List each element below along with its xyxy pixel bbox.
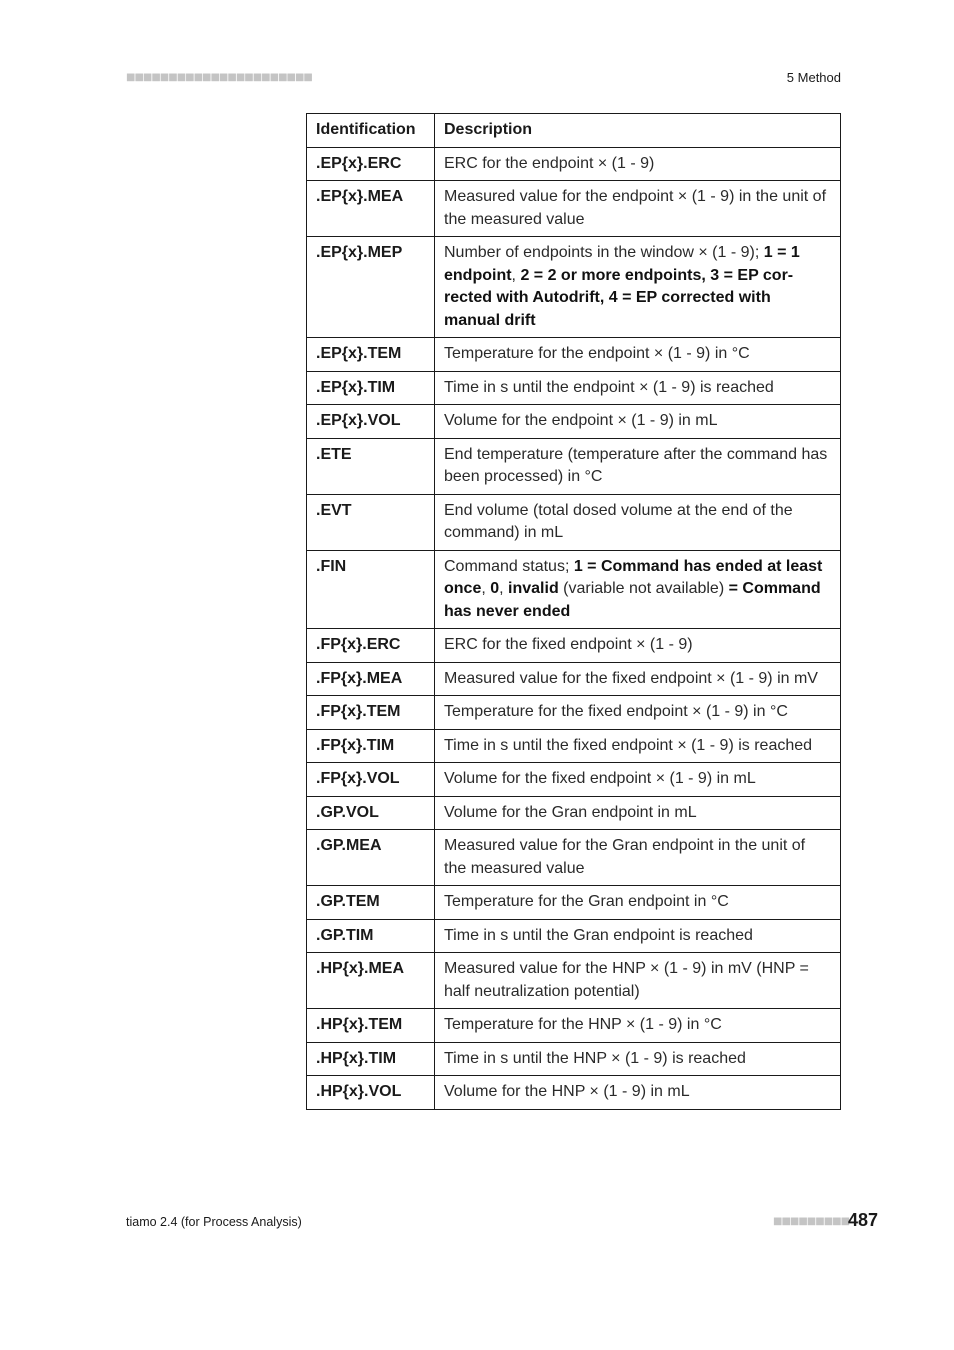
table-row bbox=[307, 338, 841, 372]
table-row bbox=[307, 237, 841, 338]
column-header-identification: Identification bbox=[307, 114, 435, 148]
table-row bbox=[307, 438, 841, 494]
identification-cell: .HP{x}.TIM bbox=[307, 1042, 435, 1076]
identification-cell: .HP{x}.TEM bbox=[307, 1009, 435, 1043]
description-text: Measured value for the endpoint × (1 - 9) in the unit of the measured value bbox=[444, 188, 827, 228]
section-title: 5 Method bbox=[786, 70, 841, 85]
description-text: , bbox=[499, 580, 509, 597]
table-row bbox=[307, 830, 841, 886]
table-row bbox=[307, 662, 841, 696]
description-text: Time in s until the Gran endpoint is reached bbox=[444, 926, 753, 944]
footer-decoration: ■■■■■■■■■ bbox=[773, 1216, 850, 1227]
identification-cell: .GP.VOL bbox=[307, 796, 435, 830]
description-text: Temperature for the HNP × (1 - 9) in °C bbox=[444, 1016, 722, 1033]
description-text: Time in s until the fixed endpoint × (1 - 9) is reached bbox=[444, 736, 813, 754]
description-cell bbox=[435, 796, 841, 830]
description-emphasis: 1 = Command has ended at least once bbox=[444, 557, 823, 597]
description-cell bbox=[435, 919, 841, 953]
table-row bbox=[307, 147, 841, 181]
identification-cell: .FP{x}.VOL bbox=[307, 763, 435, 797]
description-cell bbox=[435, 696, 841, 730]
description-text: Temperature for the endpoint × (1 - 9) in °C bbox=[444, 345, 750, 362]
description-text: Volume for the endpoint × (1 - 9) in mL bbox=[444, 412, 718, 429]
table-row bbox=[307, 953, 841, 1009]
description-cell bbox=[435, 405, 841, 439]
description-text: , bbox=[481, 580, 491, 597]
description-cell bbox=[435, 147, 841, 181]
description-cell bbox=[435, 494, 841, 550]
identification-cell: .ETE bbox=[307, 438, 435, 494]
header-decoration: ■■■■■■■■■■■■■■■■■■■■■■ bbox=[126, 72, 312, 83]
description-text: Volume for the Gran endpoint in mL bbox=[444, 803, 697, 821]
description-text: Measured value for the fixed endpoint × (1 - 9) in mV bbox=[444, 669, 818, 687]
identification-cell: .EP{x}.MEP bbox=[307, 237, 435, 338]
description-text: Volume for the HNP × (1 - 9) in mL bbox=[444, 1083, 690, 1100]
table-row bbox=[307, 763, 841, 797]
table-row bbox=[307, 550, 841, 629]
identification-cell: .FP{x}.ERC bbox=[307, 629, 435, 663]
identification-cell: .FIN bbox=[307, 550, 435, 629]
description-cell bbox=[435, 953, 841, 1009]
identification-cell: .GP.TEM bbox=[307, 886, 435, 920]
identification-cell: .GP.MEA bbox=[307, 830, 435, 886]
table-row bbox=[307, 919, 841, 953]
description-cell bbox=[435, 629, 841, 663]
identification-cell: .EP{x}.TIM bbox=[307, 371, 435, 405]
description-text: Command status; bbox=[444, 557, 574, 575]
identification-cell: .EVT bbox=[307, 494, 435, 550]
table-row bbox=[307, 1076, 841, 1110]
description-emphasis: invalid bbox=[508, 580, 559, 597]
description-text: Temperature for the Gran endpoint in °C bbox=[444, 893, 729, 910]
identification-cell: .HP{x}.VOL bbox=[307, 1076, 435, 1110]
description-cell bbox=[435, 1042, 841, 1076]
table-row bbox=[307, 181, 841, 237]
identification-cell: .EP{x}.VOL bbox=[307, 405, 435, 439]
description-emphasis: 0 bbox=[490, 580, 500, 597]
description-text: Time in s until the endpoint × (1 - 9) is reached bbox=[444, 378, 774, 396]
description-cell bbox=[435, 181, 841, 237]
description-cell bbox=[435, 371, 841, 405]
table-body bbox=[307, 147, 841, 1109]
description-cell bbox=[435, 338, 841, 372]
description-text: Number of endpoints in the window × (1 - 9); bbox=[444, 244, 764, 261]
description-cell bbox=[435, 830, 841, 886]
identification-cell: .FP{x}.MEA bbox=[307, 662, 435, 696]
page-number: 487 bbox=[847, 1210, 878, 1230]
identification-cell: .HP{x}.MEA bbox=[307, 953, 435, 1009]
description-text: Measured value for the Gran endpoint in the unit of the measured value bbox=[444, 837, 806, 877]
table-row bbox=[307, 696, 841, 730]
description-cell bbox=[435, 886, 841, 920]
footer-document-title: tiamo 2.4 (for Process Analysis) bbox=[126, 1215, 302, 1229]
description-text: ERC for the fixed endpoint × (1 - 9) bbox=[444, 636, 693, 653]
description-cell bbox=[435, 662, 841, 696]
description-text: End temperature (temperature after the command has been processed) in °C bbox=[444, 445, 828, 485]
description-text: Temperature for the fixed endpoint × (1 - 9) in °C bbox=[444, 703, 788, 720]
identification-cell: .FP{x}.TEM bbox=[307, 696, 435, 730]
identification-cell: .FP{x}.TIM bbox=[307, 729, 435, 763]
description-text: , bbox=[511, 266, 521, 284]
description-cell bbox=[435, 763, 841, 797]
identification-table bbox=[306, 113, 841, 1110]
description-cell bbox=[435, 729, 841, 763]
table-row bbox=[307, 494, 841, 550]
table-row bbox=[307, 405, 841, 439]
table-row bbox=[307, 371, 841, 405]
description-text: Volume for the fixed endpoint × (1 - 9) in mL bbox=[444, 770, 756, 787]
description-text: Measured value for the HNP × (1 - 9) in mV (HNP = half neutralization potential) bbox=[444, 960, 809, 1000]
identification-cell: .EP{x}.ERC bbox=[307, 147, 435, 181]
description-cell bbox=[435, 438, 841, 494]
description-emphasis: = Command has never ended bbox=[444, 580, 821, 620]
table-row bbox=[307, 1009, 841, 1043]
description-emphasis: 1 = 1 endpoint bbox=[444, 244, 800, 284]
description-cell bbox=[435, 237, 841, 338]
description-cell bbox=[435, 1076, 841, 1110]
description-text: Time in s until the HNP × (1 - 9) is reached bbox=[444, 1049, 746, 1067]
description-emphasis: 2 = 2 or more endpoints, 3 = EP corrected with Autodrift, 4 = EP corrected with manual drift bbox=[444, 266, 794, 329]
description-text: End volume (total dosed volume at the end of the command) in mL bbox=[444, 501, 793, 541]
description-text: (variable not available) bbox=[558, 580, 729, 597]
table-row bbox=[307, 629, 841, 663]
table-row bbox=[307, 1042, 841, 1076]
table-row bbox=[307, 796, 841, 830]
column-header-description: Description bbox=[435, 114, 841, 148]
table-row bbox=[307, 886, 841, 920]
identification-cell: .EP{x}.MEA bbox=[307, 181, 435, 237]
table-header-row bbox=[307, 114, 841, 148]
description-text: ERC for the endpoint × (1 - 9) bbox=[444, 154, 655, 172]
table-row bbox=[307, 729, 841, 763]
description-cell bbox=[435, 1009, 841, 1043]
identification-cell: .EP{x}.TEM bbox=[307, 338, 435, 372]
description-cell bbox=[435, 550, 841, 629]
identification-cell: .GP.TIM bbox=[307, 919, 435, 953]
